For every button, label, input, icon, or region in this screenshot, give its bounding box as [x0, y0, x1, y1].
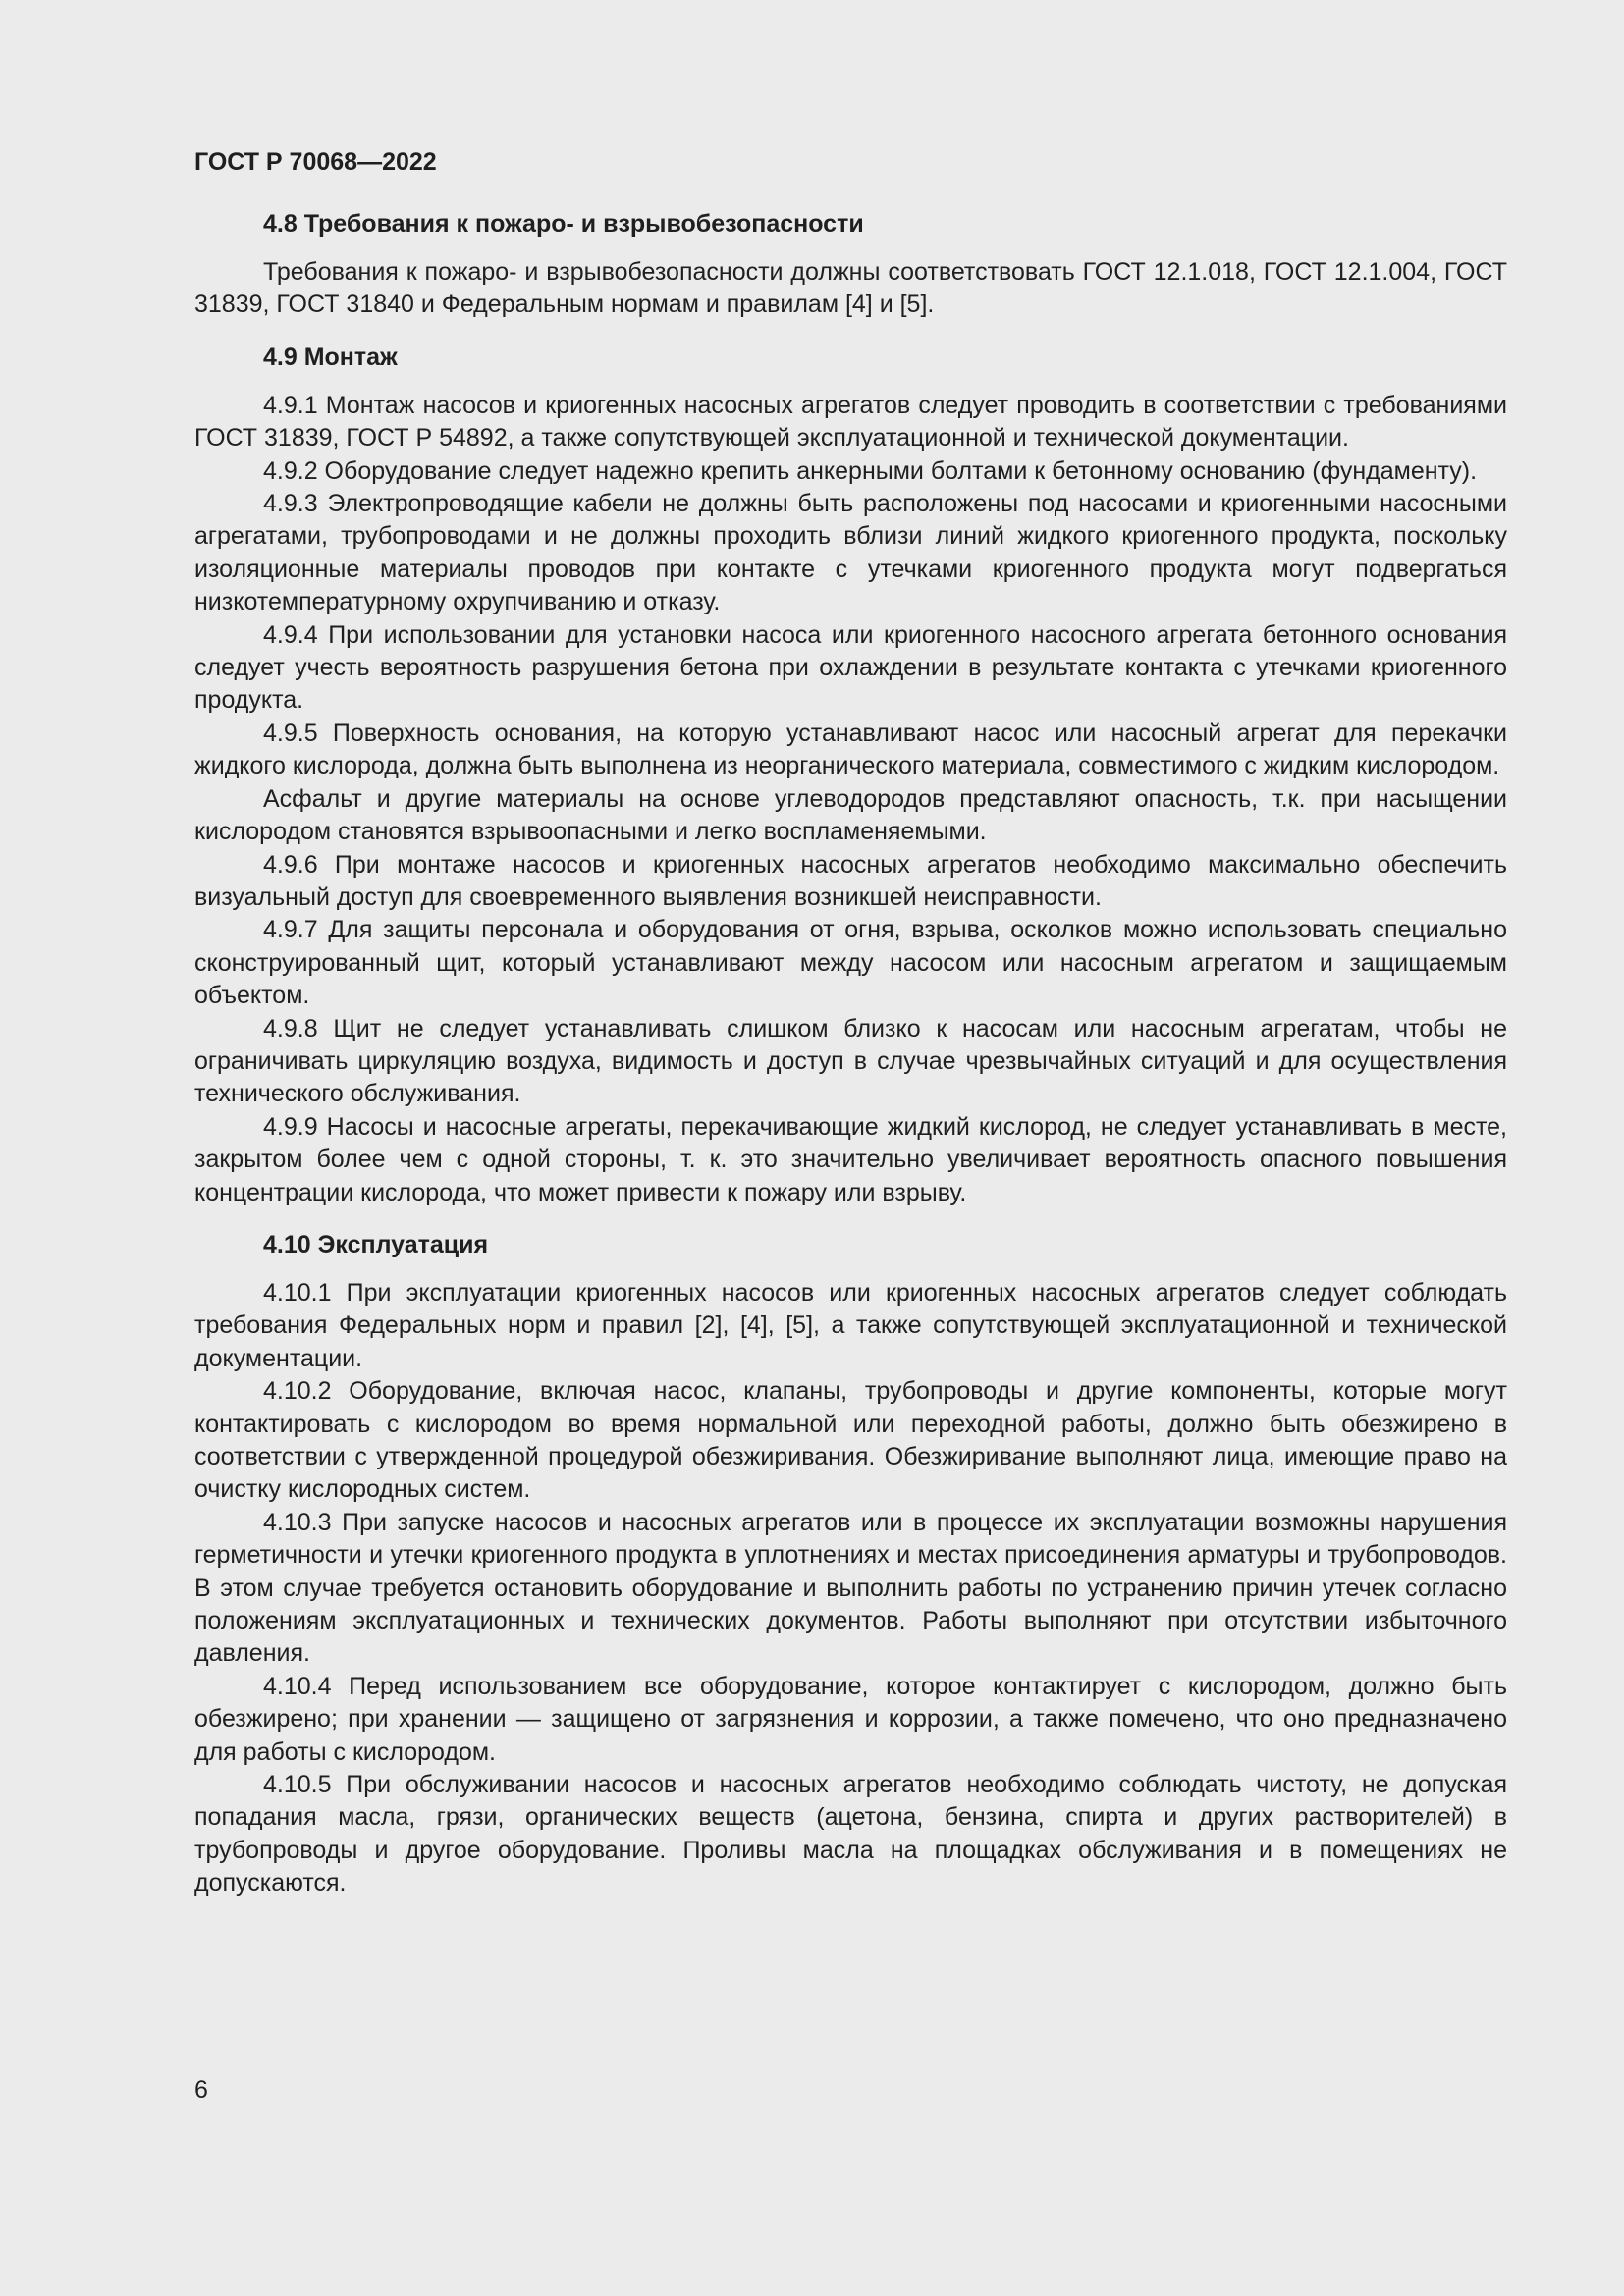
paragraph: 4.10.3 При запуске насосов и насосных агрегатов или в процессе их эксплуатации возможны нарушения герметичности и утечки криогенного продукта в уплотнениях и местах присоединения арматуры и трубопроводов. В этом случае требуется остановить оборудование и выполнить работы по устранению причин утечек согласно положениям эксплуатационных и технических документов. Работы выполняют при отсутствии избыточного давления.	[194, 1508, 1507, 1668]
section-heading: 4.9 Монтаж	[263, 343, 398, 371]
paragraph: 4.9.9 Насосы и насосные агрегаты, перекачивающие жидкий кислород, не следует устанавливать в месте, закрытом более чем с одной стороны, т. к. это значительно увеличивает вероятность опасного повышения концентрации кислорода, что может привести к пожару или взрыву.	[194, 1112, 1507, 1206]
page-number: 6	[194, 2076, 208, 2104]
paragraph: 4.10.2 Оборудование, включая насос, клапаны, трубопроводы и другие компоненты, которые могут контактировать с кислородом во время нормальной или переходной работы, должно быть обезжирено в соответствии с утвержденной процедурой обезжиривания. Обезжиривание выполняют лица, имеющие право на очистку кислородных систем.	[194, 1377, 1507, 1504]
paragraph: 4.10.1 При эксплуатации криогенных насосов или криогенных насосных агрегатов следует соблюдать требования Федеральных норм и правил [2], [4], [5], а также сопутствующей эксплуатационной и технической документации.	[194, 1278, 1507, 1372]
paragraph: 4.9.2 Оборудование следует надежно крепить анкерными болтами к бетонному основанию (фундаменту).	[263, 456, 1478, 485]
section-installation	[194, 342, 1507, 1209]
paragraph: 4.9.3 Электропроводящие кабели не должны быть расположены под насосами и криогенными насосными агрегатами, трубопроводами и не должны проходить вблизи линий жидкого криогенного продукта, поскольку изоляционные материалы проводов при контакте с утечками криогенного продукта могут подвергаться низкотемпературному охрупчиванию и отказу.	[194, 490, 1507, 616]
paragraph: 4.9.5 Поверхность основания, на которую устанавливают насос или насосный агрегат для перекачки жидкого кислорода, должна быть выполнена из неорганического материала, совместимого с жидким кислородом.	[194, 719, 1507, 780]
section-fire-safety	[194, 208, 1507, 322]
document-header: ГОСТ Р 70068—2022	[194, 148, 437, 176]
paragraph: Требования к пожаро- и взрывобезопасности должны соответствовать ГОСТ 12.1.018, ГОСТ 12.1.004, ГОСТ 31839, ГОСТ 31840 и Федеральным нормам и правилам [4] и [5].	[194, 258, 1507, 319]
document-page	[194, 145, 1507, 1900]
paragraph: 4.9.8 Щит не следует устанавливать слишком близко к насосам или насосным агрегатам, чтобы не ограничивать циркуляцию воздуха, видимость и доступ в случае чрезвычайных ситуаций и для осуществления технического обслуживания.	[194, 1014, 1507, 1108]
paragraph: Асфальт и другие материалы на основе углеводородов представляют опасность, т.к. при насыщении кислородом становятся взрывоопасными и легко воспламеняемыми.	[194, 784, 1507, 846]
section-heading: 4.10 Эксплуатация	[263, 1230, 489, 1258]
paragraph: 4.9.1 Монтаж насосов и криогенных насосных агрегатов следует проводить в соответствии с требованиями ГОСТ 31839, ГОСТ Р 54892, а также сопутствующей эксплуатационной и технической документации.	[194, 391, 1507, 453]
section-operation	[194, 1229, 1507, 1900]
paragraph: 4.10.5 При обслуживании насосов и насосных агрегатов необходимо соблюдать чистоту, не допуская попадания масла, грязи, органических веществ (ацетона, бензина, спирта и других растворителей) в трубопроводы и другое оборудование. Проливы масла на площадках обслуживания и в помещениях не допускаются.	[194, 1771, 1507, 1897]
paragraph: 4.10.4 Перед использованием все оборудование, которое контактирует с кислородом, должно быть обезжирено; при хранении — защищено от загрязнения и коррозии, а также помечено, что оно предназначено для работы с кислородом.	[194, 1672, 1507, 1766]
paragraph: 4.9.6 При монтаже насосов и криогенных насосных агрегатов необходимо максимально обеспечить визуальный доступ для своевременного выявления возникшей неисправности.	[194, 850, 1507, 911]
paragraph: 4.9.7 Для защиты персонала и оборудования от огня, взрыва, осколков можно использовать специально сконструированный щит, который устанавливают между насосом или насосным агрегатом и защищаемым объектом.	[194, 916, 1507, 1010]
section-heading: 4.8 Требования к пожаро- и взрывобезопасности	[263, 210, 864, 238]
paragraph: 4.9.4 При использовании для установки насоса или криогенного насосного агрегата бетонного основания следует учесть вероятность разрушения бетона при охлаждении в результате контакта с утечками криогенного продукта.	[194, 620, 1507, 715]
